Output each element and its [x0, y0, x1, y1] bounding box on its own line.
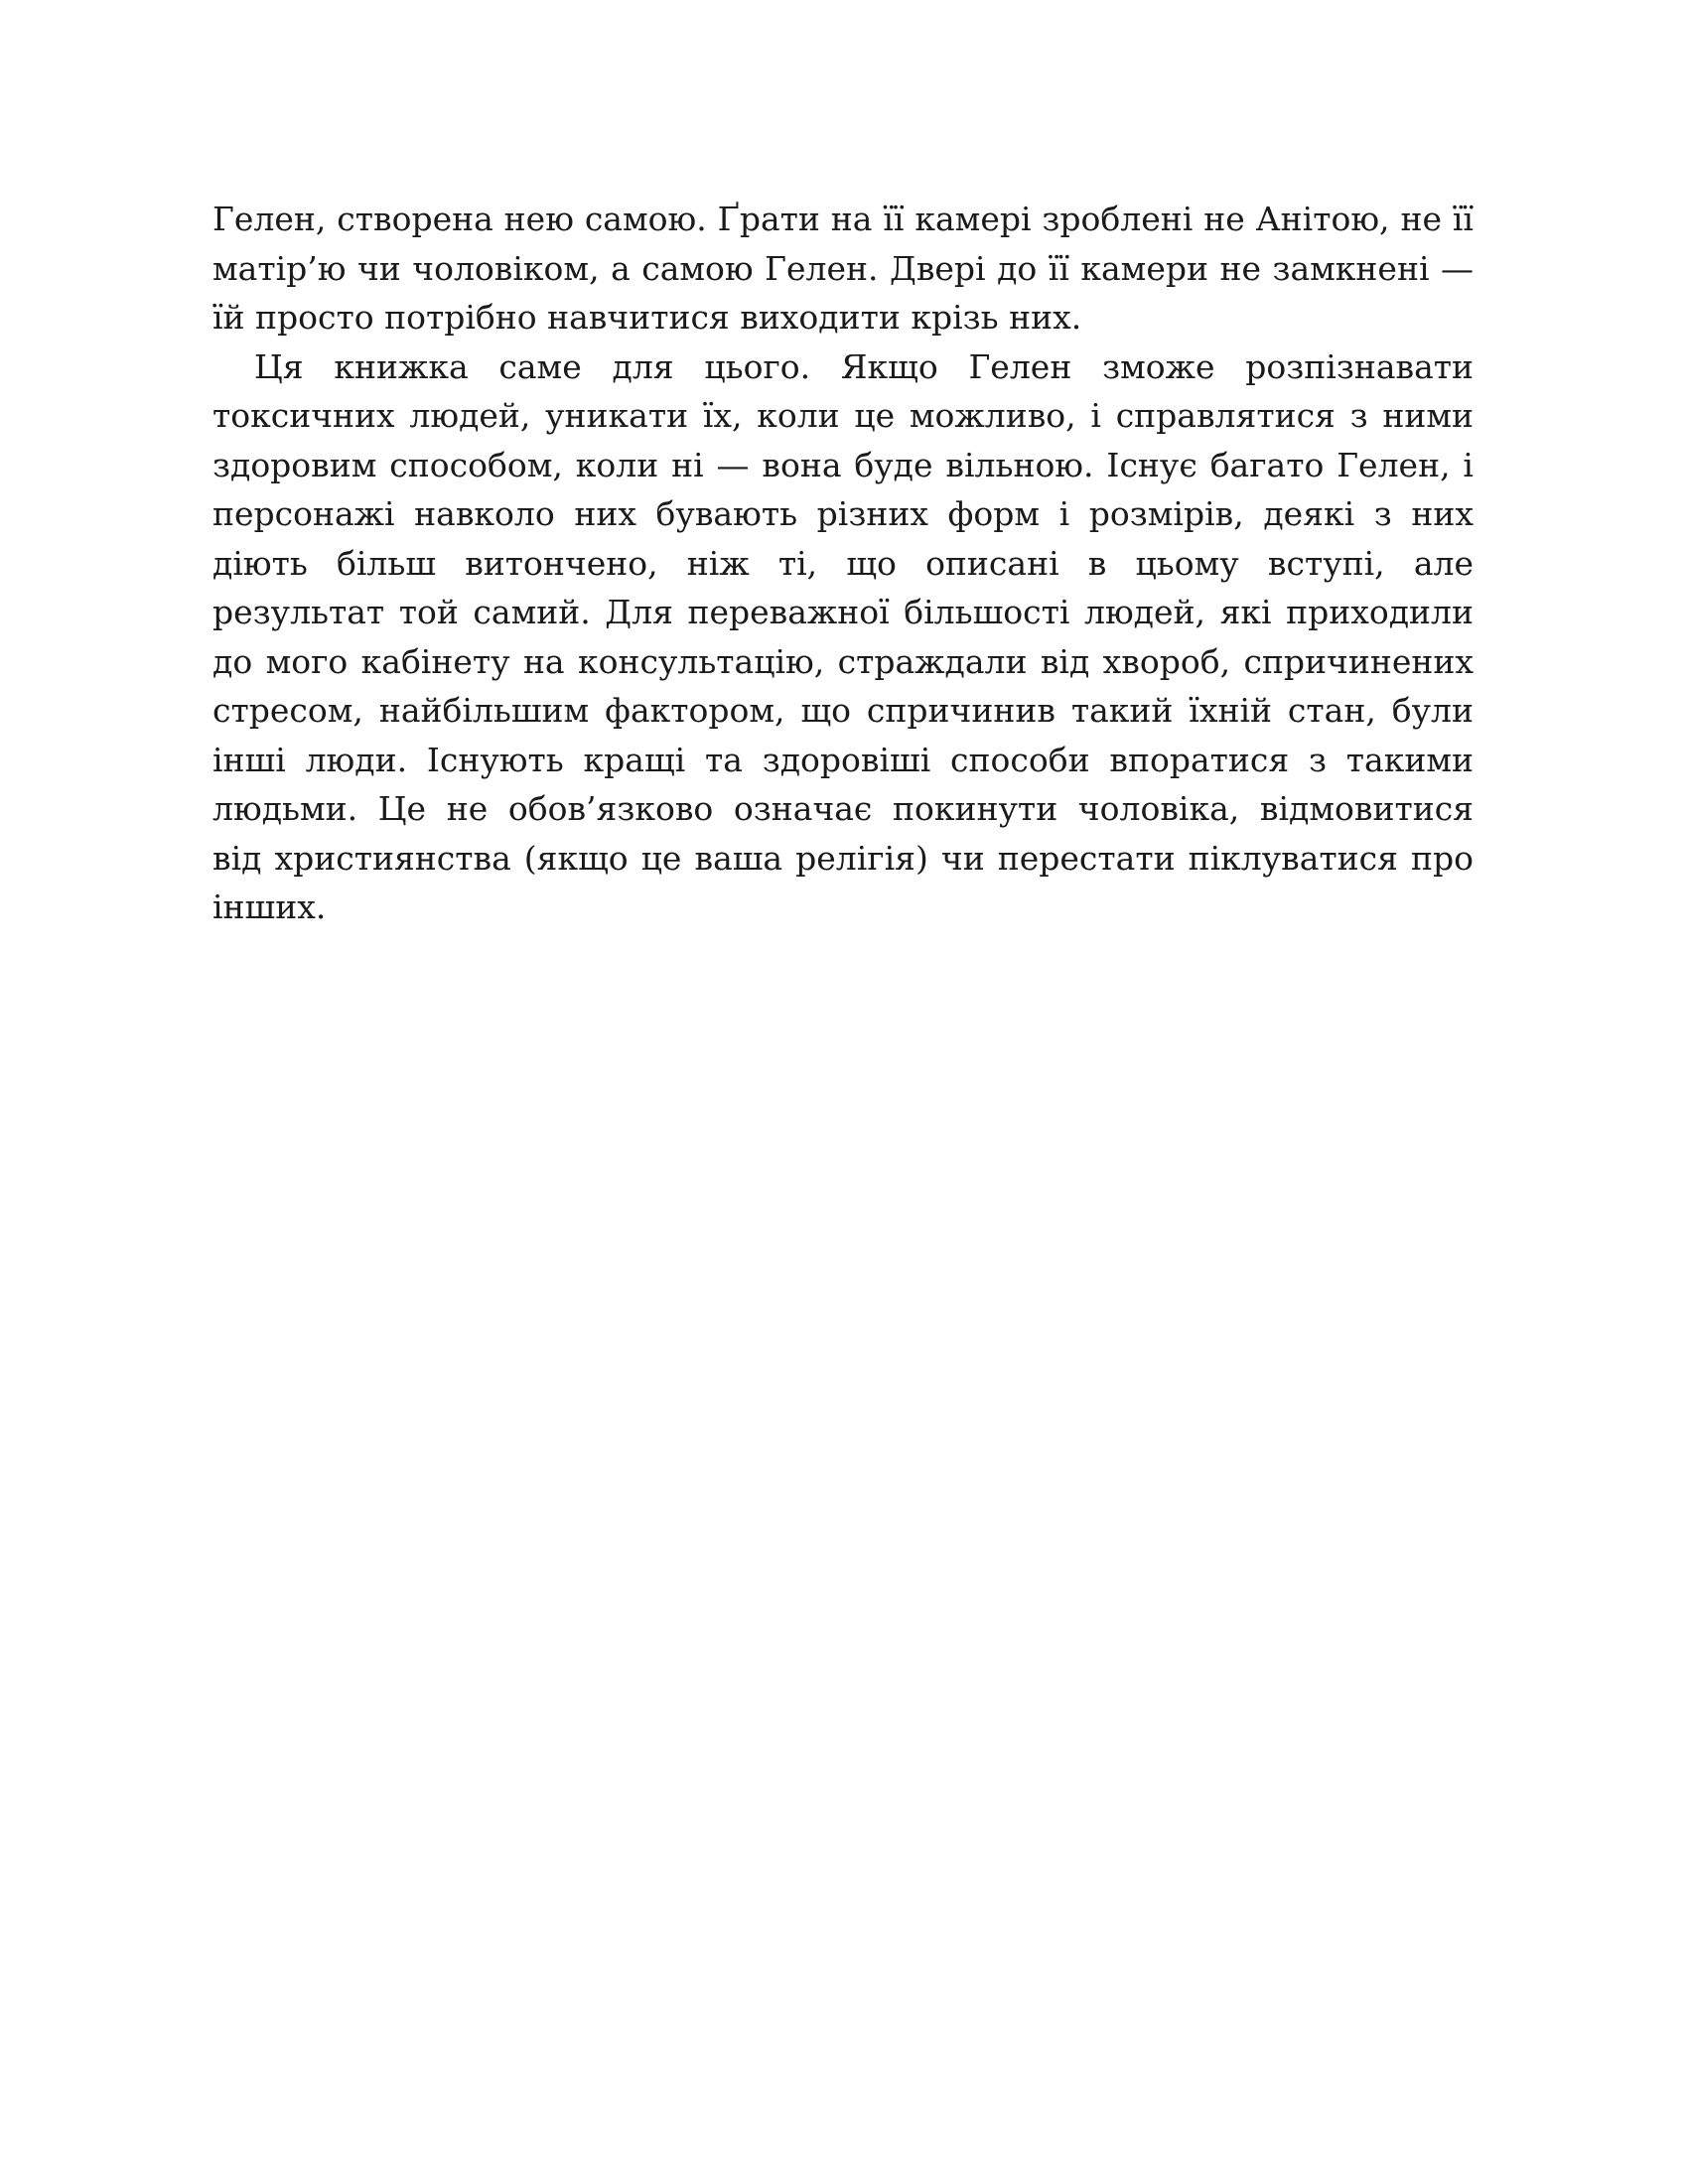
- paragraph-1: [212, 195, 1474, 342]
- text-line: матір’ю чи чоловіком, а самою Гелен. Двері до її камери не замкнені —: [212, 248, 1474, 288]
- text-line: персонажі навколо них бувають різних форм і розмірів, деякі з них: [212, 494, 1474, 533]
- text-line: діють більш витончено, ніж ті, що описані в цьому вступі, але: [212, 543, 1474, 583]
- text-line: від християнства (якщо це ваша релігія) чи перестати піклуватися про: [212, 838, 1474, 878]
- text-line: стресом, найбільшим фактором, що спричинив такий їхній стан, були: [212, 691, 1474, 730]
- text-line: інших.: [212, 887, 327, 926]
- body-text: [212, 195, 1474, 981]
- text-line: токсичних людей, уникати їх, коли це можливо, і справлятися з ними: [212, 396, 1474, 435]
- text-line: Гелен, створена нею самою. Ґрати на її камері зроблені не Анітою, не її: [212, 200, 1474, 238]
- text-line: Ця книжка саме для цього. Якщо Гелен зможе розпізнавати: [254, 346, 1474, 386]
- text-line: інші люди. Існують кращі та здоровіші способи впоратися з такими: [212, 740, 1474, 779]
- text-line: [212, 932, 1474, 982]
- text-line: їй просто потрібно навчитися виходити крізь них.: [212, 298, 1082, 337]
- text-line: здоровим способом, коли ні — вона буде вільною. Існує багато Гелен, і: [212, 445, 1474, 484]
- paragraph-2: [212, 342, 1474, 982]
- text-line: до мого кабінету на консультацію, страждали від хвороб, спричинених: [212, 641, 1474, 681]
- text-line: результат той самий. Для переважної більшості людей, які приходили: [212, 593, 1474, 631]
- text-line: людьми. Це не обов’язково означає покинути чоловіка, відмовитися: [212, 789, 1474, 828]
